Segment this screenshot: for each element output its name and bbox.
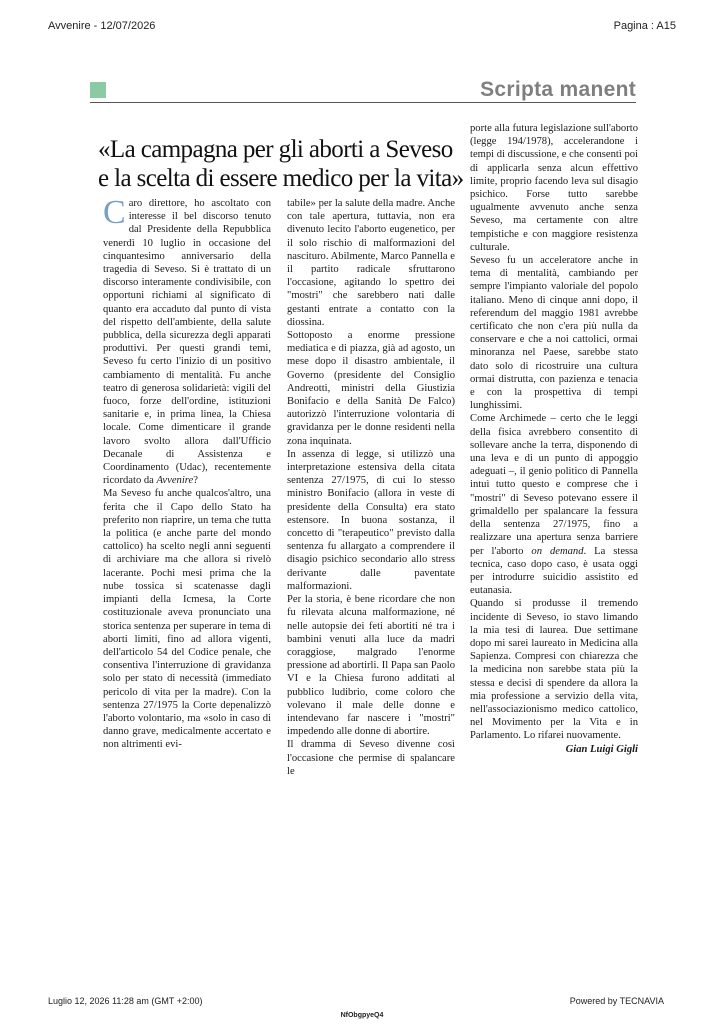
paragraph: Sottoposto a enorme pressione mediatica e di piazza, già ad agosto, un mese dopo il disastro ambientale, il Governo (presidente del Consiglio Andreotti, ministri della Giustizia Bonifacio e della Sanità De Falco) autorizzò l'interruzione volontaria di gravidanza per le donne residenti nella zona inquinata. — [287, 330, 455, 447]
paragraph: Seveso fu un acceleratore anche in tema di mentalità, cambiando per sempre l'impianto valoriale del popolo italiano. Meno di cinque anni dopo, il referendum del maggio 1981 avrebbe certificato che non c'era più nulla da conservare e che a noi cattolici, ormai minoranza nel Paese, sarebbe stato dato solo di ricostruire una cultura ormai distrutta, con pazienza e tenacia e con la prospettiva di tempi lunghissimi. — [470, 255, 638, 412]
article-column-3 — [470, 122, 638, 756]
page-header — [48, 20, 676, 36]
paragraph: tabile» per la salute della madre. Anche con tale apertura, tuttavia, non era divenuto lecito l'aborto eugenetico, per il solo rischio di malformazioni del nascituro. Abilmente, Marco Pannella e il partito radicale sfruttarono l'occasione, agitando lo spettro dei "mostri" che sarebbero nati dalle gestanti entrate a contatto con la diossina. — [287, 198, 455, 328]
rubric-rule — [90, 102, 636, 103]
paragraph-text-end: . La stessa tecnica, caso dopo caso, è usata oggi per introdurre suicidio assistito ed eutanasia. — [470, 545, 638, 597]
paragraph-text-end: ? — [193, 475, 198, 487]
paragraph — [103, 194, 271, 487]
article-headline: «La campagna per gli aborti a Seveso e la scelta di essere medico per la vita» — [98, 135, 464, 192]
footer-credit: Powered by TECNAVIA — [569, 996, 664, 1006]
paragraph: Per la storia, è bene ricordare che non fu rilevata alcuna malformazione, né nelle autopsie dei feti abortiti né tra i bambini venuti alla luce da madri coraggiose, malgrado l'enorme pressione ad abortirli. Il Papa san Paolo VI e la Chiesa furono additati al pubblico ludibrio, come coloro che volevano il male delle donne e intendevano far nascere i "mostri" impedendo alle donne di abortire. — [287, 594, 455, 738]
rubric-title: Scripta manent — [480, 78, 636, 101]
footer-timestamp: Luglio 12, 2026 11:28 am (GMT +2:00) — [48, 996, 203, 1006]
publication-date: Avvenire - 12/07/2026 — [48, 20, 156, 32]
paragraph — [470, 412, 638, 597]
paragraph: Quando si produsse il tremendo incidente di Seveso, io stavo limando la mia tesi di laurea. Due settimane dopo mi sarei laureato in Medicina alla Sapienza. Compresi con chiarezza che la medicina non sarebbe stata più la stessa e decisi di spendere da allora la mia professione a servizio della vita, nell'associazionismo medico cattolico, nel Movimento per la Vita e in Parlamento. Lo rifarei nuovamente. — [470, 598, 638, 742]
paragraph: In assenza di legge, si utilizzò una interpretazione estensiva della citata sentenza 27/1975, di cui lo stesso ministro Bonifacio (allora in veste di presidente della Consulta) era stato estensore. In buona sostanza, il concetto di "terapeutico" previsto dalla sentenza fu allargato a comprendere il disagio psichico secondario allo stress derivante dalle paventate malformazioni. — [287, 448, 455, 592]
page-number: Pagina : A15 — [613, 20, 676, 32]
paragraph: Ma Seveso fu anche qualcos'altro, una ferita che il Capo dello Stato ha preferito non riaprire, un tema che tutta la politica (e anche parte del mondo cattolico) ha scelto negli anni seguenti di archiviare ma che allora si rivelò lacerante. Pochi mesi prima che la nube tossica si scatenasse dagli impianti della Icmesa, la Corte costituzionale aveva pronunciato una storica sentenza per superare in tema di aborti limiti, fino ad allora vigenti, dell'articolo 54 del Codice penale, che consentiva l'interruzione di gravidanza solo per stato di necessità (immediato pericolo di vita per la madre). Con la sentenza 27/1975 la Corte depenalizzò l'aborto volontario, ma «solo in caso di danno grave, medicalmente accertato e non altrimenti evi- — [103, 488, 271, 751]
section-marker — [90, 82, 106, 98]
author-signature: Gian Luigi Gigli — [565, 743, 638, 755]
newspaper-name: Avvenire — [156, 475, 194, 487]
paragraph-text: aro direttore, ho ascoltato con interesse il bel discorso tenuto dal Presidente della Repubblica venerdì 10 luglio in occasione del cinquantesimo anniversario della tragedia di Seveso. Si è trattato di un discorso interamente condivisibile, con opportuni richiami al significato di quanto era accaduto dal punto di vista del rispetto dell'ambiente, della salute pubblica, della sicurezza degli apparati produttivi. Per questi grandi temi, Seveso fu certo l'inizio di un positivo cambiamento di mentalità. Fu anche teatro di generosa solidarietà: vigili del fuoco, forze dell'ordine, istituzioni sanitarie e, in prima linea, la Chiesa locale. Come dimenticare il grande lavoro svolto allora dall'Ufficio Decanale di Assistenza e Coordinamento (Udac), recentemente ricordato da — [103, 198, 271, 487]
article-column-2 — [287, 197, 455, 778]
article-column-1 — [103, 194, 271, 752]
paragraph: Il dramma di Seveso divenne così l'occasione che permise di spalancare le — [287, 739, 455, 777]
emphasis-text: on demand — [531, 545, 584, 557]
paragraph: porte alla futura legislazione sull'aborto (legge 194/1978), accelerandone i tempi di discussione, e che consentì poi di applicarla senza alcun effettivo limite, proprio facendo leva sul disagio psichico. Forse tutto sarebbe ugualmente avvenuto anche senza Seveso, ma certamente con altre tempistiche e con maggiore resistenza culturale. — [470, 123, 638, 253]
footer-code: NfObgpyeQ4 — [340, 1012, 384, 1019]
paragraph-text: Come Archimede – certo che le leggi della fisica avrebbero consentito di sollevare anche la terra, disponendo di una leva e di un punto di appoggio adeguati –, il genio politico di Pannella intuì tutto questo e comprese che i "mostri" di Seveso potevano essere il grimaldello per spalancare la fessura della sentenza 27/1975, fino a realizzare una apertura senza barriere per l'aborto — [470, 413, 638, 557]
drop-cap: C — [103, 194, 126, 231]
